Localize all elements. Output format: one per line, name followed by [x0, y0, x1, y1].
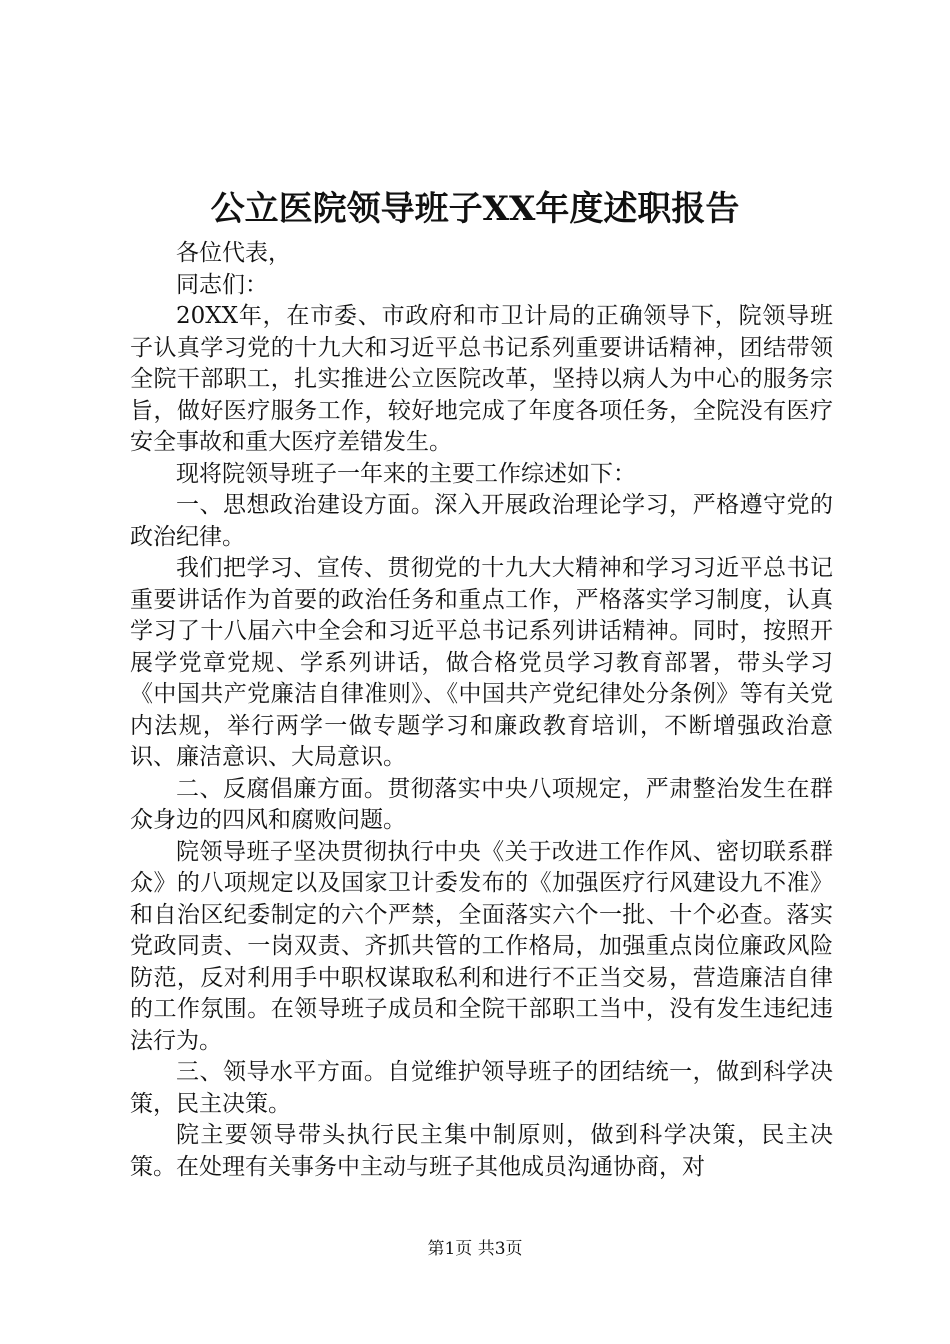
body-paragraph: 院领导班子坚决贯彻执行中央《关于改进工作作风、密切联系群众》的八项规定以及国家卫计委发布的《加强医疗行风建设九不准》和自治区纪委制定的六个严禁，全面落实六个一批、十个必查。落实党政同责、一岗双责、齐抓共管的工作格局，加强重点岗位廉政风险防范，反对利用手中职权谋取私利和进行不正当交易，营造廉洁自律的工作氛围。在领导班子成员和全院干部职工当中，没有发生违纪违法行为。 [130, 838, 833, 1054]
document-body [130, 238, 833, 1183]
section-heading-paragraph: 三、领导水平方面。自觉维护领导班子的团结统一，做到科学决策，民主决策。 [130, 1059, 833, 1117]
salutation-paragraph: 同志们： [176, 271, 268, 298]
body-paragraph: 院主要领导带头执行民主集中制原则，做到科学决策，民主决策。在处理有关事务中主动与班子其他成员沟通协商，对 [130, 1122, 833, 1180]
body-paragraph: 我们把学习、宣传、贯彻党的十九大大精神和学习习近平总书记重要讲话作为首要的政治任务和重点工作，严格落实学习制度，认真学习了十八届六中全会和习近平总书记系列讲话精神。同时，按照开展学党章党规、学系列讲话，做合格党员学习教育部署，带头学习《中国共产党廉洁自律准则》、《中国共产党纪律处分条例》等有关党内法规，举行两学一做专题学习和廉政教育培训，不断增强政治意识、廉洁意识、大局意识。 [130, 555, 833, 770]
salutation-paragraph: 各位代表， [176, 240, 291, 266]
section-heading-paragraph: 一、思想政治建设方面。深入开展政治理论学习，严格遵守党的政治纪律。 [130, 492, 833, 550]
document-title: 公立医院领导班子XX年度述职报告 [210, 189, 740, 229]
body-paragraph: 20XX年，在市委、市政府和市卫计局的正确领导下，院领导班子认真学习党的十九大和习近平总书记系列重要讲话精神，团结带领全院干部职工，扎实推进公立医院改革，坚持以病人为中心的服务宗旨，做好医疗服务工作，较好地完成了年度各项任务，全院没有医疗安全事故和重大医疗差错发生。 [130, 303, 833, 455]
page-footer: 第1页 共3页 [427, 1239, 523, 1259]
body-paragraph: 现将院领导班子一年来的主要工作综述如下： [176, 460, 636, 487]
section-heading-paragraph: 二、反腐倡廉方面。贯彻落实中央八项规定，严肃整治发生在群众身边的四风和腐败问题。 [130, 775, 833, 833]
